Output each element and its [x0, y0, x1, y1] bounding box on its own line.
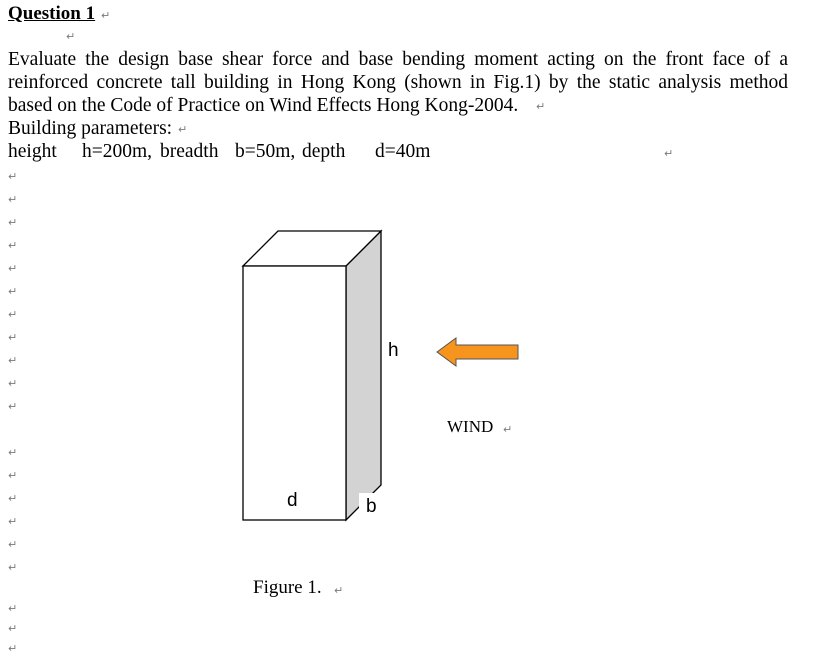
params-heading: Building parameters: — [8, 118, 173, 139]
params-depth: d=40m — [375, 141, 431, 162]
wind-arrow — [437, 338, 518, 366]
paragraph-mark: ↵ — [8, 170, 18, 183]
paragraph-mark: ↵ — [101, 9, 111, 22]
paragraph-mark: ↵ — [8, 400, 18, 413]
paragraph-mark: ↵ — [8, 193, 18, 206]
question-title: Question 1 — [8, 3, 96, 24]
params-height-label: height — [8, 141, 57, 162]
question-line-2: reinforced concrete tall building in Hong Kong (shown in Fig.1) by the static analysis method — [8, 72, 788, 93]
building-front-face — [243, 266, 346, 520]
paragraph-mark: ↵ — [8, 602, 18, 615]
paragraph-mark: ↵ — [178, 123, 188, 136]
paragraph-mark: ↵ — [8, 622, 18, 635]
label-h: h — [388, 340, 399, 361]
paragraph-mark: ↵ — [8, 285, 18, 298]
paragraph-mark: ↵ — [503, 423, 513, 436]
params-breadth: b=50m, — [235, 141, 296, 162]
figure-caption: Figure 1. — [253, 577, 322, 598]
paragraph-mark: ↵ — [8, 642, 18, 655]
label-d: d — [287, 490, 298, 511]
paragraph-mark: ↵ — [8, 377, 18, 390]
wind-label: WIND — [447, 417, 494, 436]
paragraph-mark: ↵ — [8, 561, 18, 574]
paragraph-mark: ↵ — [8, 216, 18, 229]
paragraph-mark: ↵ — [8, 354, 18, 367]
building-side-face — [346, 231, 381, 520]
paragraph-mark: ↵ — [664, 147, 674, 160]
params-depth-label: depth — [302, 141, 346, 162]
paragraph-mark: ↵ — [8, 515, 18, 528]
paragraph-mark: ↵ — [8, 262, 18, 275]
paragraph-mark: ↵ — [8, 331, 18, 344]
paragraph-mark: ↵ — [8, 239, 18, 252]
paragraph-mark: ↵ — [8, 469, 18, 482]
paragraph-mark: ↵ — [8, 446, 18, 459]
paragraph-mark: ↵ — [8, 538, 18, 551]
paragraph-mark: ↵ — [536, 100, 546, 113]
paragraph-mark: ↵ — [8, 308, 18, 321]
paragraph-mark: ↵ — [66, 30, 76, 43]
params-height: h=200m, — [82, 141, 153, 162]
paragraph-mark: ↵ — [334, 584, 344, 597]
question-line-1: Evaluate the design base shear force and base bending moment acting on the front face of a — [8, 49, 788, 70]
question-line-3: based on the Code of Practice on Wind Effects Hong Kong-2004. — [8, 95, 519, 116]
params-breadth-label: breadth — [160, 141, 219, 162]
paragraph-mark: ↵ — [8, 492, 18, 505]
label-b: b — [366, 496, 377, 517]
